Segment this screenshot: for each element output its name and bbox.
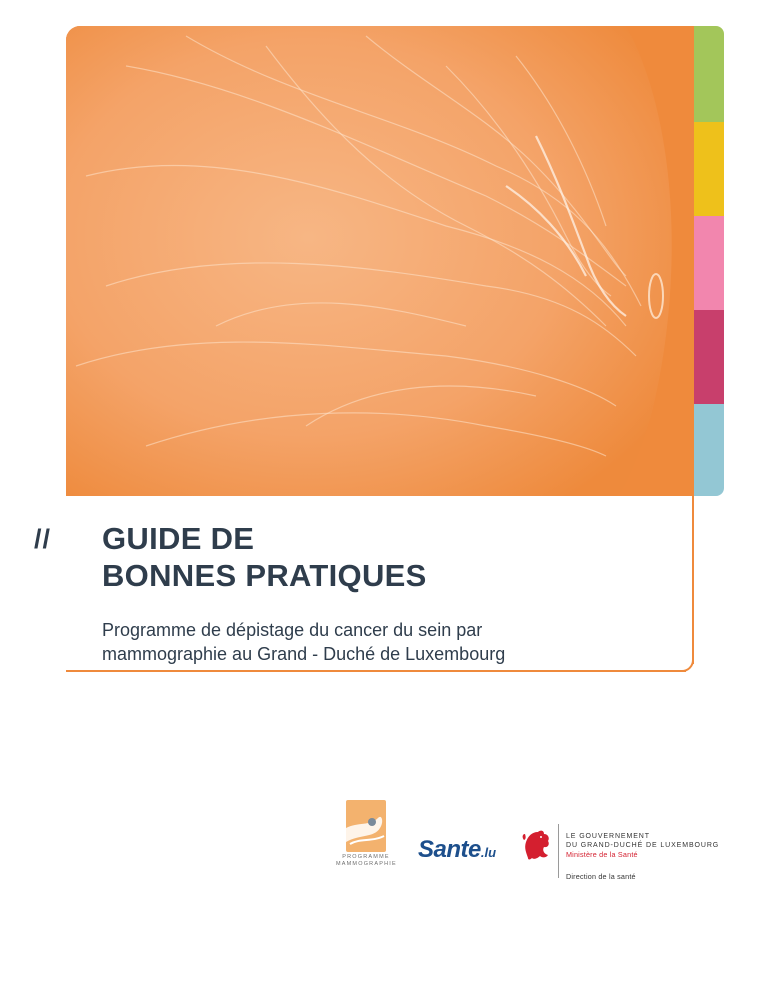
mammogram-image xyxy=(66,26,696,496)
tab-yellow xyxy=(694,122,724,216)
frame-line-bottom xyxy=(66,670,686,672)
government-line-1: LE GOUVERNEMENT xyxy=(566,833,650,840)
frame-line-right xyxy=(692,496,694,664)
ministry-name: Ministère de la Santé xyxy=(566,850,638,859)
subtitle-line-2: mammographie au Grand - Duché de Luxembourg xyxy=(102,644,506,664)
tab-raspberry xyxy=(694,310,724,404)
sante-logo-suffix: .lu xyxy=(480,845,497,860)
government-text xyxy=(566,832,746,881)
page-subtitle xyxy=(102,618,505,666)
programme-caption-1: PROGRAMME xyxy=(342,854,390,860)
tab-pink xyxy=(694,216,724,310)
title-line-2: BONNES PRATIQUES xyxy=(102,558,427,593)
red-lion-icon xyxy=(520,828,552,862)
tab-green xyxy=(694,26,724,122)
programme-mammographie-logo xyxy=(336,798,396,878)
government-divider xyxy=(558,824,559,878)
direction-name: Direction de la santé xyxy=(566,872,636,881)
title-line-1: GUIDE DE xyxy=(102,521,255,556)
page-title xyxy=(102,520,427,594)
subtitle-line-1: Programme de dépistage du cancer du sein par xyxy=(102,620,483,640)
programme-mammographie-icon xyxy=(344,798,388,854)
tab-blue xyxy=(694,404,724,496)
cover-image xyxy=(66,26,696,496)
sante-logo-main: Sante xyxy=(418,836,481,863)
color-tabs xyxy=(694,26,724,496)
government-line-2: DU GRAND-DUCHÉ DE LUXEMBOURG xyxy=(566,842,720,849)
sante-lu-logo xyxy=(418,836,496,864)
programme-caption-2: MAMMOGRAPHIE xyxy=(336,861,397,867)
title-prefix: // xyxy=(34,524,52,554)
